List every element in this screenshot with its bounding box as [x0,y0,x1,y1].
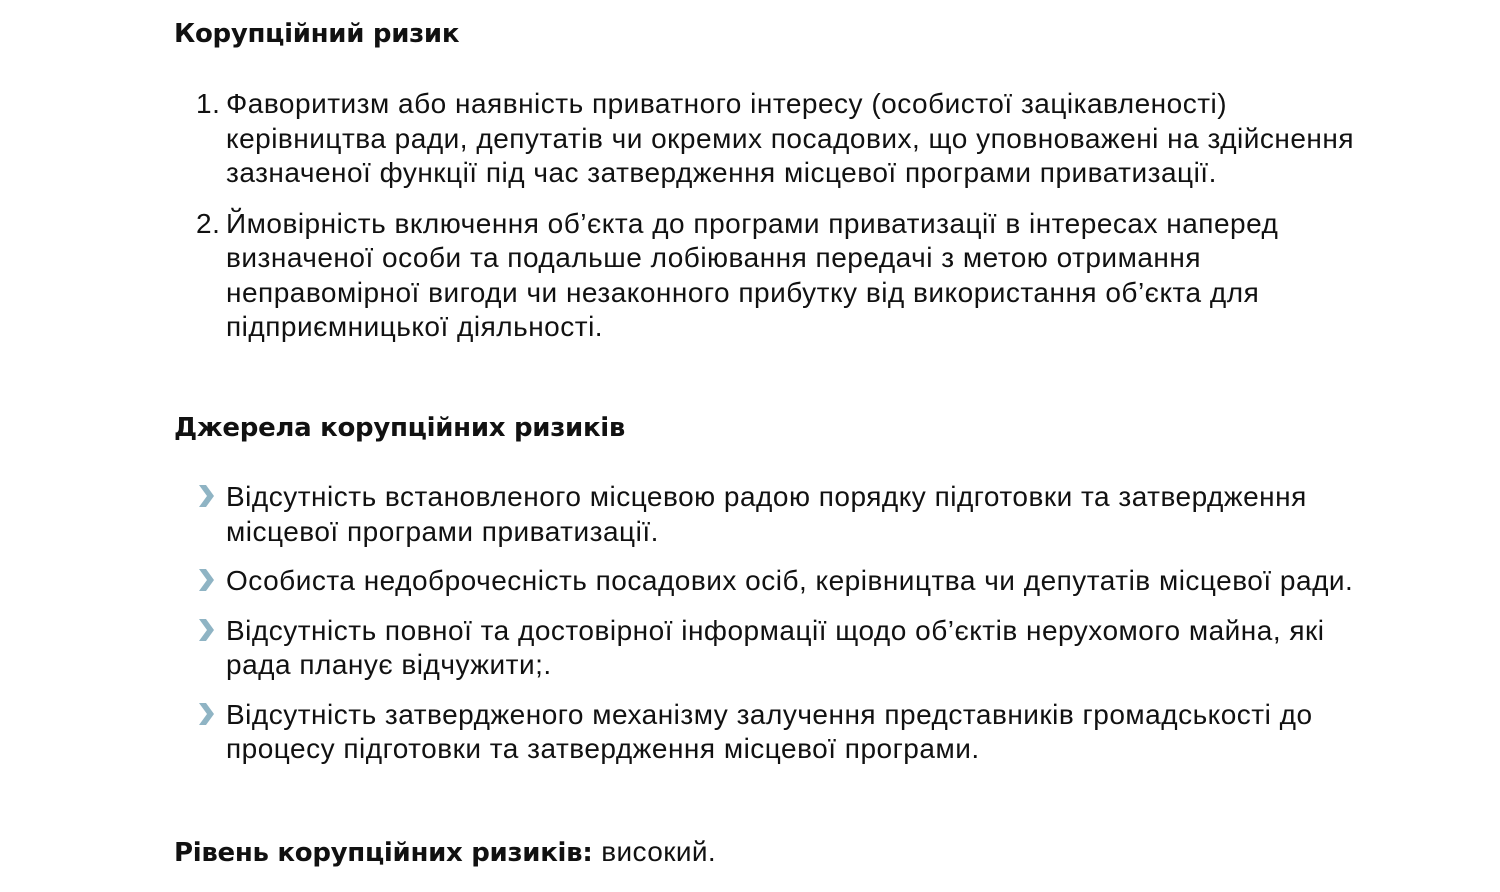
chevron-right-icon [196,701,216,727]
risk-level-line [174,835,716,870]
risk-level-label: Рівень корупційних ризиків: [174,838,593,868]
risk-item [196,207,1366,345]
section-title-risk-sources: Джерела корупційних ризиків [174,413,626,443]
source-text: Особиста недоброчесність посадових осіб, керівництва чи депутатів місцевої ради. [226,565,1354,596]
risk-number: 2. [196,207,221,239]
source-item [196,480,1366,549]
source-item [196,698,1366,767]
source-text: Відсутність встановленого місцевою радою порядку підготовки та затвердження місцевої програми приватизації. [226,481,1307,547]
risk-item [196,87,1366,191]
risk-level-value: високий. [601,836,717,867]
source-item [196,614,1366,683]
chevron-right-icon [196,567,216,593]
sources-list [196,480,1366,782]
source-item [196,564,1366,599]
source-text: Відсутність повної та достовірної інформації щодо об’єктів нерухомого майна, які рада планує відчужити;. [226,614,1325,680]
risk-text: Ймовірність включення об’єкта до програми приватизації в інтересах наперед визначеної особи та подальше лобіювання передачі з метою отримання неправомірної вигоди чи незаконного прибутку від використання об’єкта для підприємницької діяльності. [226,207,1279,342]
risk-text: Фаворитизм або наявність приватного інтересу (особистої зацікавленості) керівництва ради, депутатів чи окремих посадових, що уповноважені на здійснення зазначеної функції під час затвердження місцевої програми приватизації. [226,88,1355,188]
section-title-corruption-risk: Корупційний ризик [174,19,460,49]
risk-number: 1. [196,88,221,119]
source-text: Відсутність затвердженого механізму залучення представників громадськості до процесу підготовки та затвердження місцевої програми. [226,698,1313,764]
chevron-right-icon [196,483,216,509]
risk-list [196,87,1366,361]
chevron-right-icon [196,617,216,643]
